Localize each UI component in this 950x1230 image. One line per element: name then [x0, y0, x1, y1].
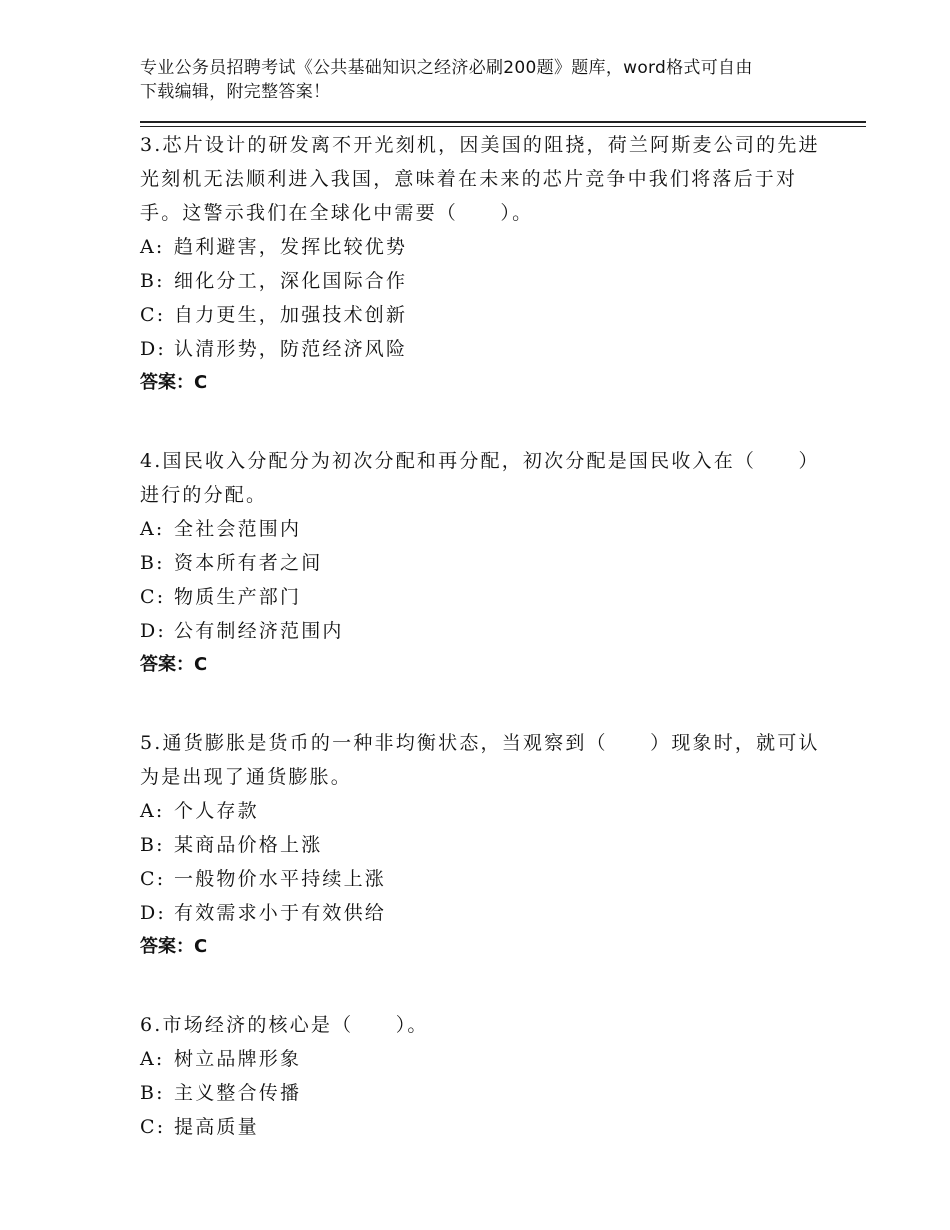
- option-text: 公有制经济范围内: [174, 620, 344, 642]
- header-line-1: 专业公务员招聘考试《公共基础知识之经济必刷200题》题库，word格式可自由: [140, 58, 753, 78]
- option-d: [140, 332, 820, 366]
- question-3: [140, 128, 820, 400]
- question-text: 5.通货膨胀是货币的一种非均衡状态，当观察到（ ）现象时，就可认为是出现了通货膨胀。: [140, 732, 820, 788]
- answer-label: 答案：C: [140, 936, 208, 957]
- option-b: [140, 546, 820, 580]
- option-text: 某商品价格上涨: [174, 834, 323, 856]
- option-key: B:: [140, 834, 165, 856]
- option-text: 物质生产部门: [174, 586, 302, 608]
- option-c: [140, 1110, 820, 1144]
- option-text: 个人存款: [174, 800, 259, 822]
- question-list: [140, 128, 820, 1188]
- answer-label: 答案：C: [140, 372, 208, 393]
- header-line-2: 下载编辑，附完整答案！: [140, 82, 331, 102]
- option-text: 有效需求小于有效供给: [174, 902, 387, 924]
- option-key: D:: [140, 338, 167, 360]
- option-key: C:: [140, 586, 166, 608]
- option-a: [140, 230, 820, 264]
- document-header: [140, 56, 820, 104]
- option-c: [140, 862, 820, 896]
- option-text: 主义整合传播: [174, 1082, 302, 1104]
- option-text: 资本所有者之间: [174, 552, 323, 574]
- option-text: 提高质量: [174, 1116, 259, 1138]
- question-text: 6.市场经济的核心是（ ）。: [140, 1014, 429, 1036]
- question-text: 4.国民收入分配分为初次分配和再分配，初次分配是国民收入在（ ）进行的分配。: [140, 450, 820, 506]
- option-text: 全社会范围内: [174, 518, 302, 540]
- option-key: A:: [140, 1048, 165, 1070]
- option-key: C:: [140, 1116, 166, 1138]
- option-a: [140, 512, 820, 546]
- option-d: [140, 614, 820, 648]
- question-4: [140, 444, 820, 682]
- option-a: [140, 794, 820, 828]
- header-divider-thick: [140, 121, 866, 123]
- question-5: [140, 726, 820, 964]
- option-text: 一般物价水平持续上涨: [174, 868, 387, 890]
- option-key: C:: [140, 304, 166, 326]
- option-text: 认清形势，防范经济风险: [174, 338, 408, 360]
- option-a: [140, 1042, 820, 1076]
- question-6: [140, 1008, 820, 1144]
- option-key: D:: [140, 620, 167, 642]
- option-key: B:: [140, 270, 165, 292]
- question-text: 3.芯片设计的研发离不开光刻机，因美国的阻挠，荷兰阿斯麦公司的先进光刻机无法顺利进入我国，意味着在未来的芯片竞争中我们将落后于对手。这警示我们在全球化中需要（ ）。: [140, 134, 820, 224]
- option-key: A:: [140, 800, 165, 822]
- option-c: [140, 298, 820, 332]
- option-d: [140, 896, 820, 930]
- answer-label: 答案：C: [140, 654, 208, 675]
- option-text: 细化分工，深化国际合作: [174, 270, 408, 292]
- option-key: D:: [140, 902, 167, 924]
- option-b: [140, 264, 820, 298]
- option-b: [140, 1076, 820, 1110]
- option-key: B:: [140, 1082, 165, 1104]
- option-text: 自力更生，加强技术创新: [174, 304, 408, 326]
- option-key: B:: [140, 552, 165, 574]
- option-key: C:: [140, 868, 166, 890]
- header-divider-thin: [140, 126, 866, 127]
- option-b: [140, 828, 820, 862]
- option-c: [140, 580, 820, 614]
- option-text: 树立品牌形象: [174, 1048, 302, 1070]
- option-key: A:: [140, 236, 165, 258]
- option-key: A:: [140, 518, 165, 540]
- option-text: 趋利避害，发挥比较优势: [174, 236, 408, 258]
